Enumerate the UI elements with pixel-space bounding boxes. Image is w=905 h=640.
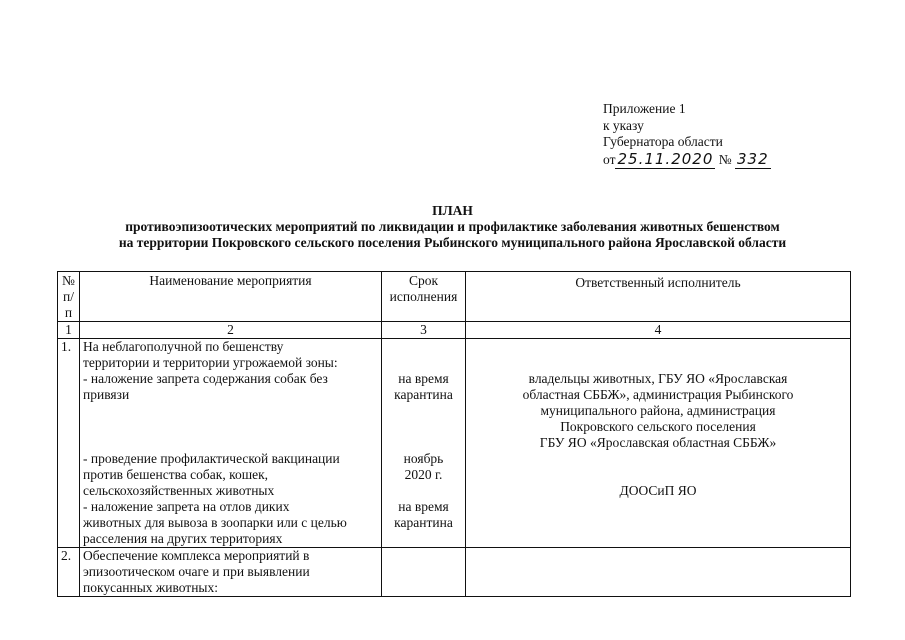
header-num	[58, 272, 80, 322]
item-name-line: сельскохозяйственных животных	[83, 483, 275, 498]
table-row	[58, 339, 851, 548]
handwritten-date: 25.11.2020	[617, 149, 714, 168]
appendix-decree: к указу	[603, 117, 644, 133]
appendix-governor: Губернатора области	[603, 134, 723, 149]
table-header-row	[58, 272, 851, 322]
item-name-line: - наложение запрета на отлов диких	[83, 499, 290, 514]
row-number: 2.	[58, 548, 80, 597]
row-intro-line: На неблагополучной по бешенству	[83, 339, 284, 354]
column-number: 2	[80, 322, 382, 339]
header-term	[382, 272, 466, 322]
appendix-block	[603, 101, 771, 168]
row-name	[80, 339, 382, 548]
item-responsible-line: ГБУ ЯО «Ярославская областная СББЖ»	[539, 435, 777, 450]
number-prefix: №	[718, 151, 732, 167]
plan-subtitle-line1: противоэпизоотических мероприятий по ликвидации и профилактике заболевания животных бешенством	[125, 219, 780, 234]
column-number: 1	[58, 322, 80, 339]
item-term-line: карантина	[394, 387, 453, 402]
column-number: 3	[382, 322, 466, 339]
item-responsible-line: муниципального района, администрация	[540, 403, 776, 418]
item-term-line: карантина	[394, 515, 453, 530]
appendix-title: Приложение 1	[603, 101, 686, 116]
item-responsible-line: областная СББЖ», администрация Рыбинского	[522, 387, 794, 402]
row-term	[382, 339, 466, 548]
header-responsible: Ответственный исполнитель	[466, 272, 851, 322]
header-term-line2: исполнения	[389, 289, 458, 304]
item-name-line: Обеспечение комплекса мероприятий в	[83, 548, 310, 563]
item-name-line: эпизоотическом очаге и при выявлении	[83, 564, 310, 579]
item-name-line: привязи	[83, 387, 130, 402]
item-responsible-line: Покровского сельского поселения	[560, 419, 756, 434]
item-name-line: расселения на других территориях	[83, 531, 283, 546]
row-responsible	[466, 548, 851, 597]
row-name	[80, 548, 382, 597]
header-num-line1: №	[62, 273, 75, 288]
item-name-line: - наложение запрета содержания собак без	[83, 371, 328, 386]
column-number: 4	[466, 322, 851, 339]
header-name: Наименование мероприятия	[80, 272, 382, 322]
column-number-row	[58, 322, 851, 339]
item-name-line: против бешенства собак, кошек,	[83, 467, 269, 482]
row-intro-line: территории и территории угрожаемой зоны:	[83, 355, 338, 370]
item-responsible-line: ДООСиП ЯО	[619, 483, 697, 498]
plan-table	[57, 271, 851, 597]
document-title	[0, 203, 905, 251]
appendix-date-line	[603, 151, 771, 169]
row-number: 1.	[58, 339, 80, 548]
header-num-line2: п/п	[63, 289, 74, 320]
handwritten-number: 332	[737, 149, 769, 168]
item-term-line: ноябрь	[403, 451, 444, 466]
item-term-line: на время	[398, 371, 449, 386]
table-row	[58, 548, 851, 597]
item-name-line: - проведение профилактической вакцинации	[83, 451, 340, 466]
item-responsible-line: владельцы животных, ГБУ ЯО «Ярославская	[528, 371, 788, 386]
item-term-line: на время	[398, 499, 449, 514]
row-responsible	[466, 339, 851, 548]
plan-subtitle-line2: на территории Покровского сельского поселения Рыбинского муниципального района Ярославской области	[118, 235, 787, 250]
date-prefix: от	[603, 151, 616, 167]
header-term-line1: Срок	[408, 273, 439, 288]
item-name-line: покусанных животных:	[83, 580, 218, 595]
item-term-line: 2020 г.	[404, 467, 443, 482]
plan-heading: ПЛАН	[432, 203, 473, 218]
item-name-line: животных для вывоза в зоопарки или с целью	[83, 515, 347, 530]
row-term	[382, 548, 466, 597]
